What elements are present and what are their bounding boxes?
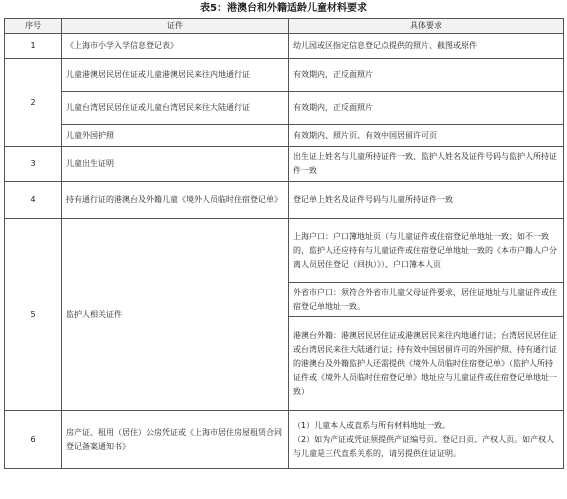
row-number: 2 [5, 59, 62, 147]
row-requirement: 幼儿园或区指定信息登记点提供的照片、截图或原件 [289, 34, 564, 59]
header-document: 证件 [62, 19, 289, 34]
row-number: 3 [5, 147, 62, 182]
row-number: 4 [5, 182, 62, 219]
row-document: 持有通行证的港澳台及外籍儿童《境外人员临时住宿登记单》 [62, 182, 289, 219]
row-document: 儿童台湾居民居住证或儿童台湾居民来往大陆通行证 [62, 92, 289, 125]
row-document: 房产证、租用（居住）公房凭证或《上海市居住房屋租赁合同登记备案通知书》 [62, 411, 289, 469]
row-document: 《上海市小学入学信息登记表》 [62, 34, 289, 59]
row-requirement: 外省市户口：须符合外省市儿童父母证件要求，居住证地址与儿童证件或住宿登记单地址一致。 [289, 283, 564, 317]
table-header-row [5, 19, 564, 34]
row-requirement: 上海户口：户口簿地址页（与儿童证件或住宿登记单地址一致；如不一致的，监护人还应持有与儿童证件或住宿登记单地址一致的《本市户籍人户分离人员居住登记（回执）》）、户口簿本人页 [289, 219, 564, 283]
row-document: 监护人相关证件 [62, 219, 289, 411]
table-row [5, 411, 564, 469]
table-row [5, 147, 564, 182]
table-row [5, 59, 564, 92]
header-number: 序号 [5, 19, 62, 34]
row-number: 1 [5, 34, 62, 59]
requirement-line: （2）如为产证或凭证须提供产证编号页、登记日页、产权人页。如产权人与儿童是三代直系关系的，请另提供住证证明。 [293, 434, 555, 458]
table-row [5, 34, 564, 59]
row-requirement: 有效期内、照片页、有效中国居留许可页 [289, 125, 564, 147]
row-document: 儿童出生证明 [62, 147, 289, 182]
table-row [5, 182, 564, 219]
requirement-line: （1）儿童本人或直系与所有材料地址一致。 [293, 420, 451, 430]
table-row [5, 125, 564, 147]
row-document: 儿童外国护照 [62, 125, 289, 147]
table-title: 表5：港澳台和外籍适龄儿童材料要求 [200, 3, 367, 14]
header-requirement: 具体要求 [289, 19, 564, 34]
row-requirement: 有效期内，正反面照片 [289, 92, 564, 125]
table-row [5, 219, 564, 283]
row-requirement: 出生证上姓名与儿童所持证件一致、监护人姓名及证件号码与监护人所持证件一致 [289, 147, 564, 182]
row-requirement: 港澳台外籍：港澳居民居住证或港澳居民来往内地通行证；台湾居民居住证或台湾居民来往大陆通行证；持有效中国居留许可的外国护照、持有通行证的港澳台及外籍监护人还需提供《境外人员临时住宿登记单》（监护人所持证件或《境外人员临时住宿登记单》地址应与儿童证件或住宿登记单地址一致） [289, 317, 564, 411]
table-row [5, 92, 564, 125]
row-requirement: 有效期内，正反面照片 [289, 59, 564, 92]
row-number: 6 [5, 411, 62, 469]
row-number: 5 [5, 219, 62, 411]
requirements-table [4, 18, 564, 469]
row-document: 儿童港澳居民居住证或儿童港澳居民来往内地通行证 [62, 59, 289, 92]
row-requirement [289, 411, 564, 469]
row-requirement: 登记单上姓名及证件号码与儿童所持证件一致 [289, 182, 564, 219]
